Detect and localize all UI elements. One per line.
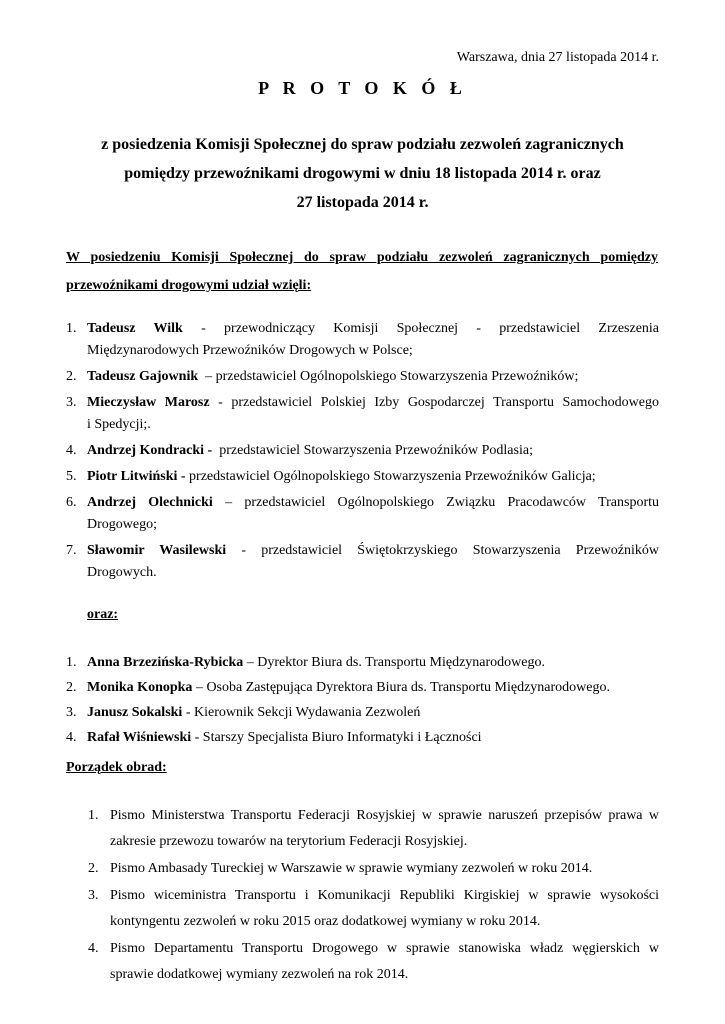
participants-list (66, 318, 659, 588)
list-item (66, 492, 659, 536)
list-item (66, 677, 659, 699)
item-number: 6. (66, 495, 77, 510)
agenda-text: Pismo Ambasady Tureckiej w Warszawie w sprawie wymiany zezwoleń w roku 2014. (110, 861, 593, 876)
list-item (66, 702, 659, 724)
participant-role: - Starszy Specjalista Biuro Informatyki i Łączności (191, 730, 482, 745)
participant-name: Piotr Litwiński - (87, 469, 186, 484)
participant-role: - przewodniczący Komisji Społecznej - przedstawiciel Zrzeszenia (182, 321, 660, 336)
document-subtitle (70, 130, 655, 217)
agenda-text: Pismo Ministerstwa Transportu Federacji Rosyjskiej w sprawie naruszeń przepisów prawa w (110, 808, 659, 823)
list-item (66, 652, 659, 674)
item-number: 5. (66, 469, 77, 484)
participant-name: Andrzej Kondracki - (87, 443, 213, 458)
item-number: 2. (66, 680, 77, 695)
agenda-text: Pismo Departamentu Transportu Drogowego w sprawie stanowiska władz węgierskich w (110, 941, 659, 956)
participant-role: – Dyrektor Biura ds. Transportu Międzynarodowego. (243, 655, 545, 670)
agenda-list (88, 803, 659, 989)
participant-role: – Osoba Zastępująca Dyrektora Biura ds. Transportu Międzynarodowego. (192, 680, 611, 695)
participant-role: - przedstawiciel Świętokrzyskiego Stowarzyszenia Przewoźników (226, 543, 660, 558)
participant-name: Tadeusz Gajownik (87, 369, 199, 384)
document-date: Warszawa, dnia 27 listopada 2014 r. (456, 50, 659, 65)
list-item (88, 803, 659, 855)
document-title: P R O T O K Ó Ł (258, 78, 467, 98)
list-item (66, 727, 659, 749)
other-participants-list (66, 652, 659, 752)
participant-role: – przedstawiciel Ogólnopolskiego Stowarzyszenia Przewoźników; (198, 369, 579, 384)
item-number: 7. (66, 543, 77, 558)
item-number: 1. (88, 808, 99, 823)
participant-name: Andrzej Olechnicki (87, 495, 213, 510)
participant-name: Janusz Sokalski (87, 705, 183, 720)
participants-intro (66, 244, 658, 300)
oraz-label: oraz: (87, 607, 119, 622)
participant-role: – przedstawiciel Ogólnopolskiego Związku Pracodawców Transportu (212, 495, 659, 510)
participant-name: Anna Brzezińska-Rybicka (87, 655, 244, 670)
agenda-text-cont: kontyngentu zezwoleń w roku 2015 oraz dodatkowej wymiany w roku 2014. (110, 914, 541, 929)
item-number: 1. (66, 321, 77, 336)
list-item (88, 936, 659, 988)
item-number: 3. (66, 705, 77, 720)
list-item (66, 440, 659, 462)
participant-name: Rafał Wiśniewski (87, 730, 192, 745)
participant-role: - przedstawiciel Polskiej Izby Gospodarczej Transportu Samochodowego (209, 395, 659, 410)
agenda-text: Pismo wiceministra Transportu i Komunikacji Republiki Kirgiskiej w sprawie wysokości (110, 888, 659, 903)
agenda-text-cont: zakresie przewozu towarów na terytorium Federacji Rosyjskiej. (110, 834, 468, 849)
list-item (88, 856, 659, 882)
list-item (66, 318, 659, 362)
participant-role: - Kierownik Sekcji Wydawania Zezwoleń (182, 705, 421, 720)
item-number: 3. (88, 888, 99, 903)
subtitle-line: 27 listopada 2014 r. (296, 194, 429, 211)
list-item (66, 366, 659, 388)
participant-name: Monika Konopka (87, 680, 193, 695)
participant-role-cont: i Spedycji;. (87, 417, 151, 432)
intro-line: przewoźnikami drogowymi udział wzięli: (66, 278, 312, 293)
item-number: 4. (66, 730, 77, 745)
participant-name: Mieczysław Marosz (87, 395, 210, 410)
participant-role-cont: Międzynarodowych Przewoźników Drogowych w Polsce; (87, 343, 413, 358)
item-number: 4. (66, 443, 77, 458)
agenda-heading: Porządek obrad: (66, 760, 167, 775)
agenda-text-cont: sprawie dodatkowej wymiany zezwoleń na rok 2014. (110, 967, 409, 982)
participant-role: przedstawiciel Stowarzyszenia Przewoźników Podlasia; (212, 443, 533, 458)
list-item (88, 883, 659, 935)
item-number: 1. (66, 655, 77, 670)
item-number: 2. (66, 369, 77, 384)
item-number: 4. (88, 941, 99, 956)
subtitle-line: z posiedzenia Komisji Społecznej do spraw podziału zezwoleń zagranicznych (101, 136, 624, 153)
participant-role: przedstawiciel Ogólnopolskiego Stowarzyszenia Przewoźników Galicja; (185, 469, 596, 484)
participant-role-cont: Drogowych. (87, 565, 157, 580)
list-item (66, 466, 659, 488)
participant-role-cont: Drogowego; (87, 517, 157, 532)
list-item (66, 540, 659, 584)
participant-name: Tadeusz Wilk (87, 321, 183, 336)
item-number: 2. (88, 861, 99, 876)
subtitle-line: pomiędzy przewoźnikami drogowymi w dniu 18 listopada 2014 r. oraz (124, 165, 601, 182)
participant-name: Sławomir Wasilewski (87, 543, 227, 558)
intro-line: W posiedzeniu Komisji Społecznej do spraw podziału zezwoleń zagranicznych pomiędzy (66, 250, 658, 265)
item-number: 3. (66, 395, 77, 410)
list-item (66, 392, 659, 436)
